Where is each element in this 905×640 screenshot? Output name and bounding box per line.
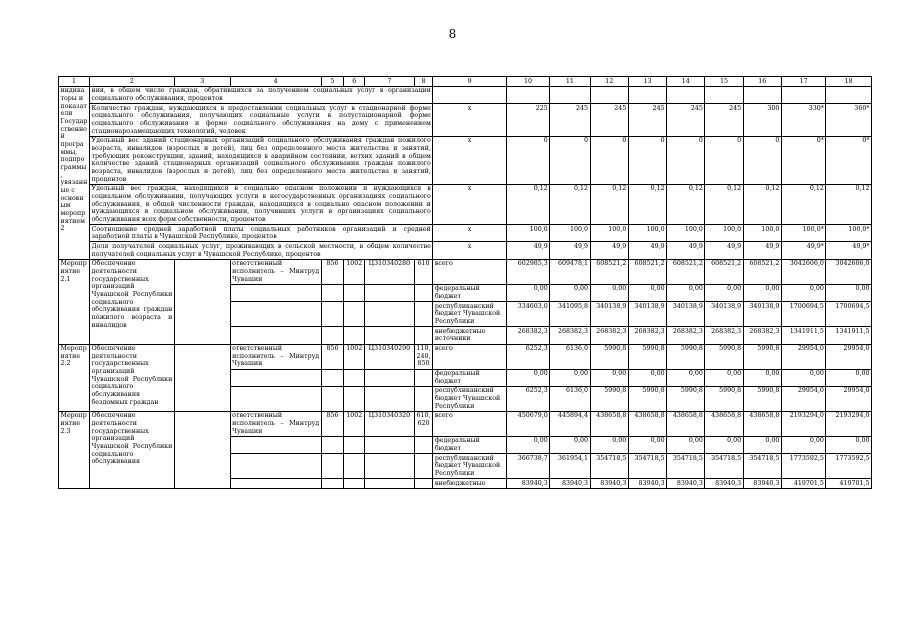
funding-value: 0,00 (506, 369, 549, 386)
empty-cell (365, 302, 415, 327)
indicator-value (590, 86, 628, 103)
funding-value: 354718,5 (667, 454, 705, 479)
empty-cell (321, 386, 344, 411)
funding-value: 268382,3 (705, 327, 743, 344)
funding-value: 83940,3 (506, 479, 549, 489)
funding-value: 83940,3 (743, 479, 781, 489)
measure-executor: ответственный исполнитель – Минтруд Чувашии (232, 345, 320, 368)
funding-value: 5990,8 (667, 386, 705, 411)
indicator-value: 360* (826, 104, 872, 137)
indicator-value: 100,0 (506, 225, 549, 242)
funding-source: федеральный бюджет (433, 284, 506, 301)
funding-value: 0,00 (743, 369, 781, 386)
indicator-value: 245 (550, 104, 590, 137)
indicator-value: 0 (667, 136, 705, 184)
funding-value: 5990,8 (590, 386, 628, 411)
empty-cell (344, 369, 365, 386)
measure-blank (174, 259, 230, 344)
rzpr-code: 1002 (344, 411, 365, 436)
indicator-text: ния, в общем числе граждан, обратившихся за получением социальных услуг в организации социального обслуживания, процентов (91, 87, 431, 102)
indicator-value: 100,0 (743, 225, 781, 242)
funding-value: 83940,3 (667, 479, 705, 489)
rzpr-code: 1002 (344, 344, 365, 369)
indicator-value: 0 (590, 136, 628, 184)
funding-value: 5990,8 (705, 344, 743, 369)
funding-value: 0,00 (550, 369, 590, 386)
empty-cell (230, 436, 321, 453)
funding-value: 0,00 (705, 436, 743, 453)
funding-value: 0,00 (781, 369, 825, 386)
empty-cell (230, 454, 321, 479)
column-number: 10 (506, 77, 549, 87)
empty-cell (321, 436, 344, 453)
funding-value: 340138,9 (628, 302, 666, 327)
measure-executor: ответственный исполнитель – Минтруд Чувашии (232, 260, 320, 283)
funding-value: 0,00 (550, 284, 590, 301)
measure-code: Мероприятие 2.3 (59, 411, 90, 488)
funding-source: внебюджетные (433, 479, 506, 489)
funding-value: 608521,2 (705, 259, 743, 284)
empty-cell (365, 386, 415, 411)
column-number: 8 (414, 77, 433, 87)
empty-cell (414, 327, 433, 344)
column-number: 17 (781, 77, 825, 87)
indicator-row (59, 104, 872, 137)
funding-value: 0,00 (667, 436, 705, 453)
csr-code: Ц310340320 (365, 411, 415, 436)
funding-value: 1773592,5 (781, 454, 825, 479)
funding-value: 340138,9 (743, 302, 781, 327)
empty-cell (365, 284, 415, 301)
funding-value: 6252,3 (506, 344, 549, 369)
funding-value: 354718,5 (590, 454, 628, 479)
funding-value: 0,00 (667, 369, 705, 386)
empty-cell (414, 454, 433, 479)
funding-source: республиканский бюджет Чувашской Республики (433, 302, 506, 327)
column-number: 14 (667, 77, 705, 87)
indicator-value: 100,0 (590, 225, 628, 242)
funding-value: 268382,3 (667, 327, 705, 344)
indicator-value: 49,9* (826, 242, 872, 259)
funding-value: 268382,3 (743, 327, 781, 344)
measure-description: Обеспечение деятельности государственных организаций Чувашской Республики социального обслуживания граждан пожилого возраста и инвалидов (90, 259, 175, 344)
indicator-value (550, 86, 590, 103)
empty-cell (230, 284, 321, 301)
funding-value: 29954,0 (781, 386, 825, 411)
column-number: 1 (59, 77, 90, 87)
empty-cell (365, 454, 415, 479)
indicator-x: x (433, 104, 506, 137)
funding-value: 608521,2 (628, 259, 666, 284)
empty-cell (414, 386, 433, 411)
indicator-value: 225 (506, 104, 549, 137)
indicator-value (743, 86, 781, 103)
indicator-value: 330* (781, 104, 825, 137)
indicator-value: 49,9 (506, 242, 549, 259)
empty-cell (230, 369, 321, 386)
indicator-value: 100,0* (826, 225, 872, 242)
funding-value: 0,00 (781, 284, 825, 301)
indicator-value: 0* (781, 136, 825, 184)
indicator-value: 49,9 (743, 242, 781, 259)
column-number: 18 (826, 77, 872, 87)
indicator-x: x (433, 242, 506, 259)
empty-cell (321, 284, 344, 301)
funding-value: 5990,8 (590, 344, 628, 369)
column-number: 11 (550, 77, 590, 87)
funding-source: федеральный бюджет (433, 436, 506, 453)
indicator-value: 0 (506, 136, 549, 184)
column-number: 6 (344, 77, 365, 87)
measure-blank (174, 411, 230, 488)
indicator-value (826, 86, 872, 103)
funding-value: 0,00 (667, 284, 705, 301)
indicator-value: 49,9 (550, 242, 590, 259)
funding-value: 0,00 (590, 284, 628, 301)
measure-row (59, 344, 872, 369)
funding-value: 2193294,0 (781, 411, 825, 436)
indicator-x: x (433, 184, 506, 224)
indicator-value (628, 86, 666, 103)
indicator-value: 100,0 (667, 225, 705, 242)
grbs-code: 856 (321, 259, 344, 284)
funding-value: 602985,3 (506, 259, 549, 284)
indicator-text: Соотношение средней заработной платы социальных работников организаций и средней заработной платы в Чувашской Республике, процентов (91, 225, 431, 241)
funding-value: 1341911,5 (781, 327, 825, 344)
indicator-x (433, 86, 506, 103)
indicator-value: 0,12 (743, 184, 781, 224)
funding-value: 341095,8 (550, 302, 590, 327)
indicator-text: Доля получателей социальных услуг, проживающих в сельской местности, в общем количестве получателей социальных услуг в Чувашской Республике, процентов (91, 242, 431, 258)
funding-value: 5990,8 (743, 386, 781, 411)
empty-cell (365, 479, 415, 489)
indicator-value: 49,9 (667, 242, 705, 259)
funding-value: 438658,8 (590, 411, 628, 436)
indicator-value: 0,12 (506, 184, 549, 224)
indicator-value: 0 (550, 136, 590, 184)
indicator-value: 0,12 (781, 184, 825, 224)
funding-value: 1700694,5 (781, 302, 825, 327)
funding-value: 6136,0 (550, 386, 590, 411)
program-table (58, 76, 872, 489)
measure-blank (174, 344, 230, 411)
funding-value: 0,00 (781, 436, 825, 453)
funding-value: 0,00 (705, 284, 743, 301)
indicator-row (59, 225, 872, 242)
indicator-value: 0,12 (590, 184, 628, 224)
indicator-row (59, 242, 872, 259)
funding-value: 608521,2 (667, 259, 705, 284)
funding-value: 438658,8 (628, 411, 666, 436)
indicator-x: x (433, 136, 506, 184)
funding-value: 0,00 (628, 284, 666, 301)
indicator-text: Удельный вес граждан, находящихся в социально опасном положении и нуждающихся в социальном обслуживании, получающих услуги в негосударственных организациях социального обслуживания, в общей численности граждан, находящихся в социально опасном положении и нуждающихся в социальном обслуживании, получивших услуги в организациях социального обслуживания всех форм собственности, процентов (91, 185, 431, 223)
funding-value: 438658,8 (667, 411, 705, 436)
funding-value: 268382,3 (628, 327, 666, 344)
funding-value: 1700694,5 (826, 302, 872, 327)
funding-value: 268382,3 (506, 327, 549, 344)
indicator-text: Количество граждан, нуждающихся в предоставлении социальных услуг в стационарной форме социального обслуживания, получающих социальные услуги в полустационарной форме социального обслуживания и форме социального обслуживания на дому с применением стационарозамещающих технологий, человек (91, 104, 431, 135)
funding-value: 445894,4 (550, 411, 590, 436)
column-number: 12 (590, 77, 628, 87)
funding-value: 0,00 (506, 284, 549, 301)
empty-cell (321, 327, 344, 344)
funding-value: 83940,3 (550, 479, 590, 489)
measure-description: Обеспечение деятельности государственных организаций Чувашской Республики социального обслуживания (90, 411, 175, 488)
vr-code: 610 (414, 259, 433, 284)
funding-value: 29954,0 (826, 344, 872, 369)
indicator-value: 49,9 (705, 242, 743, 259)
column-number: 15 (705, 77, 743, 87)
funding-value: 5990,8 (667, 344, 705, 369)
empty-cell (321, 369, 344, 386)
funding-value: 0,00 (826, 436, 872, 453)
funding-value: 5990,8 (743, 344, 781, 369)
empty-cell (414, 284, 433, 301)
column-number: 7 (365, 77, 415, 87)
empty-cell (344, 327, 365, 344)
funding-value: 83940,3 (705, 479, 743, 489)
funding-value: 5990,8 (705, 386, 743, 411)
funding-value: 3042606,0 (781, 259, 825, 284)
indicator-value: 0,12 (667, 184, 705, 224)
rzpr-code: 1002 (344, 259, 365, 284)
funding-value: 354718,5 (743, 454, 781, 479)
funding-value: 2193294,0 (826, 411, 872, 436)
indicator-x: x (433, 225, 506, 242)
measure-code: Мероприятие 2.1 (59, 259, 90, 344)
empty-cell (344, 302, 365, 327)
funding-value: 0,00 (628, 436, 666, 453)
empty-cell (230, 479, 321, 489)
funding-value: 334603,0 (506, 302, 549, 327)
indicator-value: 49,9* (781, 242, 825, 259)
funding-value: 29954,0 (781, 344, 825, 369)
funding-value: 0,00 (628, 369, 666, 386)
indicator-value (705, 86, 743, 103)
indicator-value: 0,12 (550, 184, 590, 224)
indicator-value: 0* (826, 136, 872, 184)
indicator-value: 0,12 (826, 184, 872, 224)
column-number: 3 (174, 77, 230, 87)
funding-source: республиканский бюджет Чувашской Республики (433, 454, 506, 479)
empty-cell (230, 327, 321, 344)
funding-source: всего (433, 259, 506, 284)
funding-value: 6136,0 (550, 344, 590, 369)
indicator-value: 100,0 (550, 225, 590, 242)
funding-value: 268382,3 (550, 327, 590, 344)
funding-value: 83940,3 (628, 479, 666, 489)
indicator-value: 245 (705, 104, 743, 137)
funding-value: 0,00 (590, 436, 628, 453)
funding-source: всего (433, 344, 506, 369)
indicator-value: 0 (705, 136, 743, 184)
column-number: 2 (90, 77, 175, 87)
funding-value: 1341911,5 (826, 327, 872, 344)
empty-cell (365, 369, 415, 386)
funding-value: 354718,5 (705, 454, 743, 479)
empty-cell (321, 479, 344, 489)
funding-value: 0,00 (826, 369, 872, 386)
empty-cell (230, 302, 321, 327)
funding-value: 83940,3 (590, 479, 628, 489)
funding-value: 340138,9 (667, 302, 705, 327)
measure-code: Мероприятие 2.2 (59, 344, 90, 411)
funding-value: 438658,8 (705, 411, 743, 436)
funding-value: 29954,0 (826, 386, 872, 411)
column-number: 13 (628, 77, 666, 87)
indicator-value: 0 (628, 136, 666, 184)
grbs-code: 856 (321, 411, 344, 436)
funding-value: 0,00 (826, 284, 872, 301)
indicator-row (59, 136, 872, 184)
funding-value: 5990,8 (628, 386, 666, 411)
indicator-row (59, 86, 872, 103)
indicator-value: 0,12 (705, 184, 743, 224)
funding-value: 0,00 (743, 284, 781, 301)
funding-value: 450679,0 (506, 411, 549, 436)
indicator-value: 0,12 (628, 184, 666, 224)
csr-code: Ц310340280 (365, 259, 415, 284)
funding-value: 340138,9 (590, 302, 628, 327)
indicator-text: Удельный вес зданий стационарных организаций социального обслуживания граждан пожилого возраста, инвалидов (взрослых и детей), лиц без определенного места жительства и занятий, требующих реконструкции, зданий, находящихся в аварийном состоянии, ветхих зданий в общем количестве зданий стационарных организаций социального обслуживания граждан пожилого возраста, инвалидов (взрослых и детей), лиц без определенного места жительства и занятий, процентов (91, 137, 431, 183)
funding-value: 361954,1 (550, 454, 590, 479)
empty-cell (344, 436, 365, 453)
funding-value: 0,00 (506, 436, 549, 453)
vr-code: 610, 620 (414, 411, 433, 436)
column-number: 9 (433, 77, 506, 87)
empty-cell (365, 327, 415, 344)
indicator-row (59, 184, 872, 224)
indicator-value: 49,9 (628, 242, 666, 259)
column-number: 4 (230, 77, 321, 87)
indicator-value: 0 (743, 136, 781, 184)
header-row (59, 77, 872, 87)
empty-cell (321, 454, 344, 479)
indicator-value (506, 86, 549, 103)
empty-cell (344, 454, 365, 479)
funding-value: 609478,1 (550, 259, 590, 284)
funding-source: федеральный бюджет (433, 369, 506, 386)
funding-source: республиканский бюджет Чувашской Республики (433, 386, 506, 411)
funding-value: 0,00 (590, 369, 628, 386)
measure-row (59, 259, 872, 284)
empty-cell (344, 386, 365, 411)
empty-cell (230, 386, 321, 411)
funding-value: 5990,8 (628, 344, 666, 369)
funding-value: 608521,2 (590, 259, 628, 284)
indicator-value (781, 86, 825, 103)
measure-executor: ответственный исполнитель – Минтруд Чувашии (232, 412, 320, 435)
vr-code: 110, 240, 850 (414, 344, 433, 369)
table-body (59, 77, 872, 489)
funding-value: 1773592,5 (826, 454, 872, 479)
indicator-value: 245 (590, 104, 628, 137)
indicator-value: 245 (628, 104, 666, 137)
indicator-value: 300 (743, 104, 781, 137)
funding-value: 419701,5 (781, 479, 825, 489)
funding-value: 0,00 (743, 436, 781, 453)
funding-value: 419701,5 (826, 479, 872, 489)
funding-source: всего (433, 411, 506, 436)
funding-value: 0,00 (705, 369, 743, 386)
empty-cell (344, 284, 365, 301)
measure-description: Обеспечение деятельности государственных организаций Чувашской Республики социального обслуживания бездомных граждан (90, 344, 175, 411)
measure-row (59, 411, 872, 436)
section-label: индикаторы и показатели Государственной программы, подпрограммы, увязанные с основным мероприятием 2 (59, 86, 90, 259)
empty-cell (414, 479, 433, 489)
empty-cell (414, 369, 433, 386)
column-number: 16 (743, 77, 781, 87)
indicator-value: 100,0 (705, 225, 743, 242)
indicator-value (667, 86, 705, 103)
csr-code: Ц310340290 (365, 344, 415, 369)
column-number: 5 (321, 77, 344, 87)
indicator-value: 245 (667, 104, 705, 137)
funding-value: 366738,7 (506, 454, 549, 479)
funding-value: 3042606,0 (826, 259, 872, 284)
indicator-value: 49,9 (590, 242, 628, 259)
indicator-value: 100,0* (781, 225, 825, 242)
funding-value: 438658,8 (743, 411, 781, 436)
empty-cell (414, 436, 433, 453)
indicator-value: 100,0 (628, 225, 666, 242)
empty-cell (321, 302, 344, 327)
funding-value: 268382,3 (590, 327, 628, 344)
funding-value: 0,00 (550, 436, 590, 453)
funding-value: 6252,3 (506, 386, 549, 411)
funding-value: 354718,5 (628, 454, 666, 479)
funding-source: внебюджетные источники (433, 327, 506, 344)
empty-cell (365, 436, 415, 453)
page-number: 8 (448, 27, 457, 41)
empty-cell (414, 302, 433, 327)
empty-cell (344, 479, 365, 489)
funding-value: 608521,2 (743, 259, 781, 284)
grbs-code: 856 (321, 344, 344, 369)
funding-value: 340138,9 (705, 302, 743, 327)
